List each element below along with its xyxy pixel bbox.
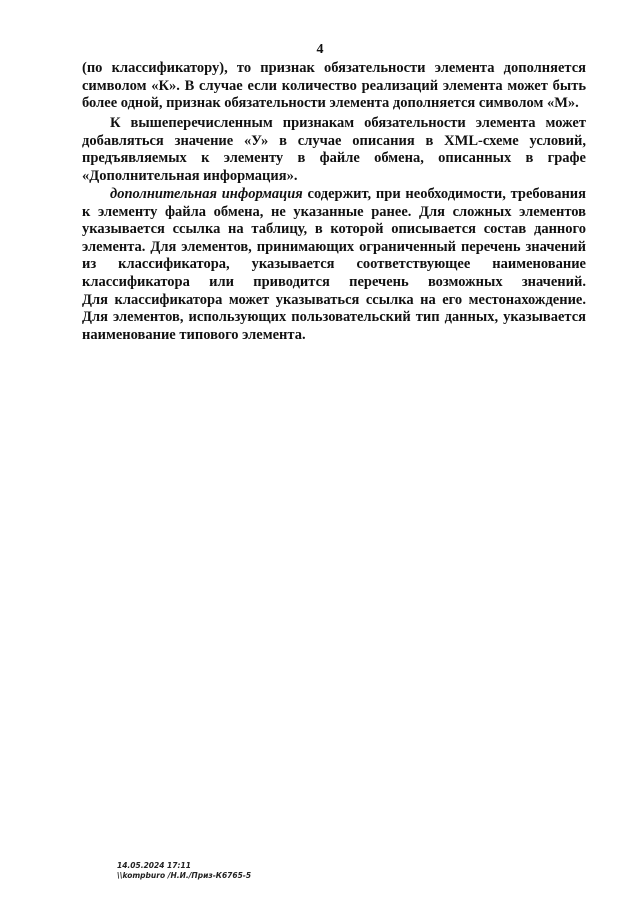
paragraph-line: добавляться значение «У» в случае описания в XML-схеме условий, (82, 132, 586, 149)
paragraph-line-first (82, 186, 586, 204)
paragraph-line: «Дополнительная информация». (82, 167, 298, 184)
footer-timestamp: 14.05.2024 17:11 (117, 861, 191, 870)
footer-reference: \\kompburo /Н.И./Приз-К6765-5 (117, 871, 252, 880)
page-number: 4 (316, 42, 324, 57)
paragraph-additional-info (82, 186, 586, 344)
paragraph-line: классификатора или приводится перечень возможных значений. (82, 273, 586, 290)
paragraph-line: К вышеперечисленным признакам обязательности элемента может (110, 115, 586, 131)
paragraph-line: (по классификатору), то признак обязательности элемента дополняется (82, 60, 586, 76)
paragraph-line-rest: содержит, при необходимости, требования (302, 186, 586, 202)
paragraph-condition-mark (82, 115, 586, 185)
paragraph-line: предъявляемых к элементу в файле обмена, описанных в графе (82, 150, 586, 167)
paragraph-line: наименование типового элемента. (82, 326, 306, 343)
document-footer (117, 861, 251, 881)
paragraph-line: указывается ссылка на таблицу, в которой описывается состав данного (82, 221, 586, 238)
paragraph-classifier-mark (82, 60, 586, 113)
paragraph-line: элемента. Для элементов, принимающих ограниченный перечень значений (82, 238, 586, 255)
paragraph-line: символом «К». В случае если количество реализаций элемента может быть (82, 77, 586, 94)
paragraph-line: более одной, признак обязательности элемента дополняется символом «М». (82, 95, 579, 112)
term-additional-info: дополнительная информация (110, 186, 303, 202)
paragraph-line: Для элементов, использующих пользовательский тип данных, указывается (82, 309, 586, 326)
paragraph-line: к элементу файла обмена, не указанные ранее. Для сложных элементов (82, 203, 586, 220)
paragraph-line: из классификатора, указывается соответствующее наименование (82, 256, 586, 273)
paragraph-line: Для классификатора может указываться ссылка на его местонахождение. (82, 291, 586, 308)
